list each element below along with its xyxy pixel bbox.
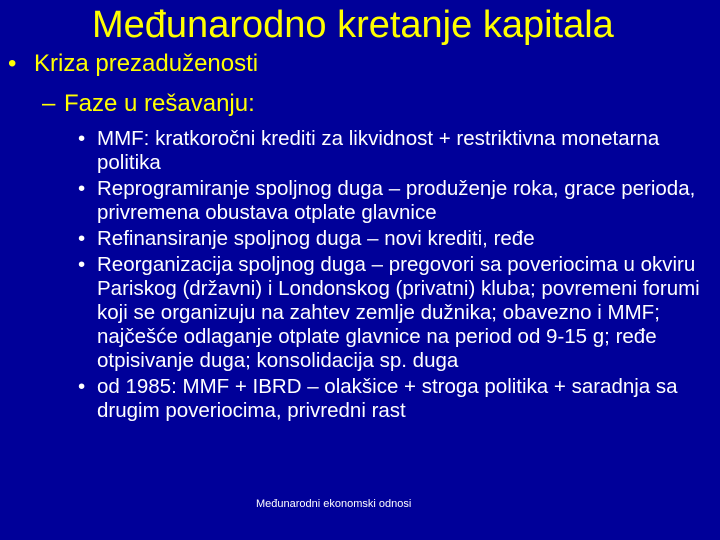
bullet-icon: •: [78, 375, 86, 398]
bullet-icon: •: [78, 227, 86, 250]
bullet-level1: [8, 48, 258, 80]
bullet-level1-text: Kriza prezaduženosti: [34, 50, 259, 77]
slide-footer: Međunarodni ekonomski odnosi: [256, 498, 412, 510]
dash-icon: –: [42, 90, 56, 117]
bullet-icon: •: [78, 177, 86, 200]
bullet-level2: [42, 88, 255, 120]
list-item: [74, 253, 714, 373]
list-item: [74, 177, 714, 225]
bullet-level2-text: Faze u rešavanju:: [64, 90, 255, 117]
bullet-icon: •: [8, 50, 17, 77]
slide-title: Međunarodno kretanje kapitala: [92, 4, 614, 46]
list-item-text: Reorganizacija spoljnog duga – pregovori sa poveriocima u okviru Pariskog (državni) i Londonskog (privatni) kluba; povremeni forumi koji se organizuju na zahtev zemlje dužnika; obavezno i MMF; najčešće odlaganje otplate glavnice na period od 9-15 g; ređe otpisivanje duga; konsolidacija sp. duga: [97, 253, 700, 372]
list-item-text: od 1985: MMF + IBRD – olakšice + stroga politika + saradnja sa drugim poveriocima, privredni rast: [97, 375, 678, 422]
list-item: [74, 375, 714, 423]
list-item: [74, 227, 714, 251]
list-item: [74, 127, 714, 175]
list-item-text: Refinansiranje spoljnog duga – novi krediti, ređe: [97, 227, 535, 250]
phase-list: [74, 127, 714, 425]
bullet-icon: •: [78, 253, 86, 276]
list-item-text: Reprogramiranje spoljnog duga – produženje roka, grace perioda, privremena obustava otplate glavnice: [97, 177, 696, 224]
list-item-text: MMF: kratkoročni krediti za likvidnost + restriktivna monetarna politika: [97, 127, 660, 174]
bullet-icon: •: [78, 127, 86, 150]
